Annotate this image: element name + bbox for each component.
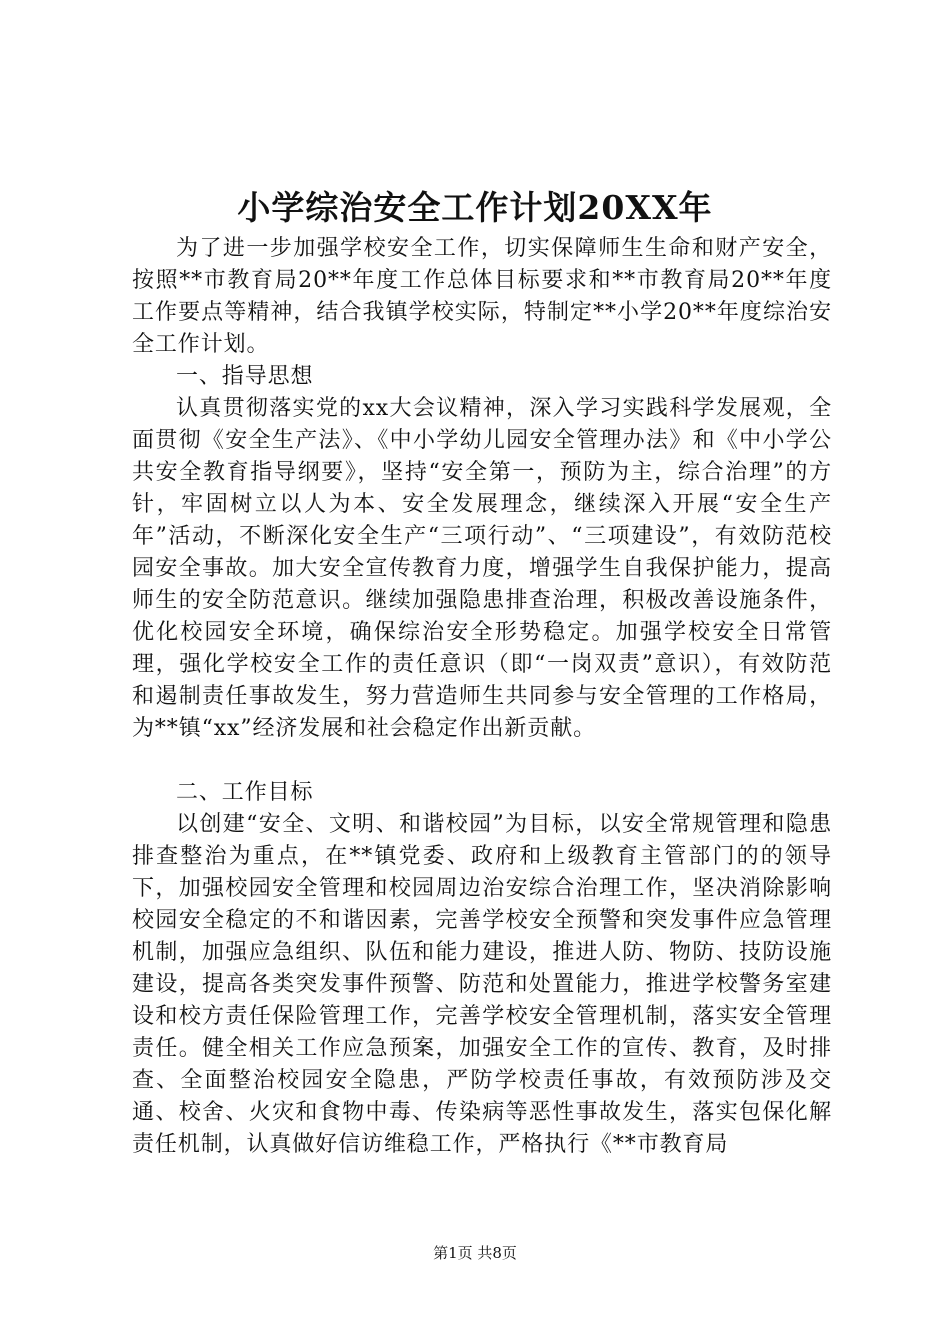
document-body <box>132 233 832 1161</box>
page-number: 第1页 共8页 <box>433 1244 517 1262</box>
section-heading-guiding-ideology: 一、指导思想 <box>176 364 314 389</box>
intro-paragraph: 为了进一步加强学校安全工作，切实保障师生生命和财产安全，按照**市教育局20**年度工作总体目标要求和**市教育局20**年度工作要点等精神，结合我镇学校实际，特制定**小学20**年度综治安全工作计划。 <box>132 236 832 357</box>
document-title: 小学综治安全工作计划20XX年 <box>237 188 713 227</box>
guiding-ideology-paragraph: 认真贯彻落实党的xx大会议精神，深入学习实践科学发展观，全面贯彻《安全生产法》、《中小学幼儿园安全管理办法》和《中小学公共安全教育指导纲要》，坚持“安全第一，预防为主，综合治理”的方针，牢固树立以人为本、安全发展理念，继续深入开展“安全生产年”活动，不断深化安全生产“三项行动”、“三项建设”，有效防范校园安全事故。加大安全宣传教育力度，增强学生自我保护能力，提高师生的安全防范意识。继续加强隐患排查治理，积极改善设施条件，优化校园安全环境，确保综治安全形势稳定。加强学校安全日常管理，强化学校安全工作的责任意识（即“一岗双责”意识），有效防范和遏制责任事故发生，努力营造师生共同参与安全管理的工作格局，为**镇“xx”经济发展和社会稳定作出新贡献。 <box>132 396 832 741</box>
section-heading-work-goals: 二、工作目标 <box>176 780 314 805</box>
work-goals-paragraph: 以创建“安全、文明、和谐校园”为目标，以安全常规管理和隐患排查整治为重点，在**镇党委、政府和上级教育主管部门的的领导下，加强校园安全管理和校园周边治安综合治理工作，坚决消除影响校园安全稳定的不和谐因素，完善学校安全预警和突发事件应急管理机制，加强应急组织、队伍和能力建设，推进人防、物防、技防设施建设，提高各类突发事件预警、防范和处置能力，推进学校警务室建设和校方责任保险管理工作，完善学校安全管理机制，落实安全管理责任。健全相关工作应急预案，加强安全工作的宣传、教育，及时排查、全面整治校园安全隐患，严防学校责任事故，有效预防涉及交通、校舍、火灾和食物中毒、传染病等恶性事故发生，落实包保化解责任机制，认真做好信访维稳工作，严格执行《**市教育局 <box>132 812 832 1157</box>
